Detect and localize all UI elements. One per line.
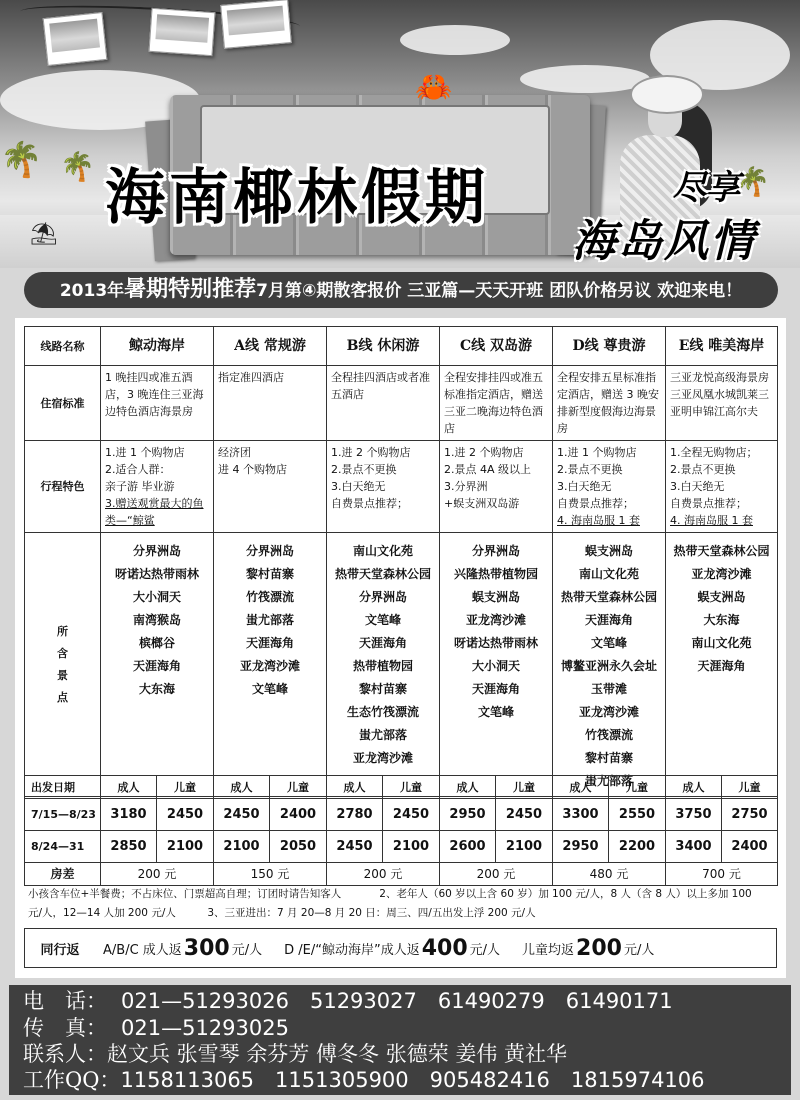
feature-item: 1.进 2 个购物店 (444, 446, 524, 459)
price-cell: 2950 (553, 831, 609, 863)
date-cell: 8/24—31 (25, 831, 101, 863)
note-text: 小孩含车位+半餐费；不占床位、门票超高自理；订团时请告知客人 (28, 888, 342, 900)
spot-item: 天涯海角 (471, 682, 520, 696)
spots-list (444, 536, 548, 724)
spot-item: 天涯海角 (358, 636, 407, 650)
row-label: 住宿标准 (25, 366, 101, 441)
room-diff-cell: 480 元 (553, 863, 666, 886)
route-name: B线 休闲游 (327, 327, 440, 366)
child-head: 儿童 (383, 776, 440, 799)
spot-item: 热带天堂森林公园 (560, 590, 657, 604)
feature-item: 经济团 (218, 446, 251, 459)
rebate-unit: 元/人 (623, 942, 655, 958)
contacts-label: 联系人： (23, 1042, 107, 1066)
feature-item: 进 4 个购物店 (218, 463, 287, 476)
price-row (25, 831, 778, 863)
features-cell (101, 441, 214, 533)
features-cell (440, 441, 553, 533)
spot-item: 竹筏漂流 (584, 728, 633, 742)
spot-item: 天涯海角 (584, 613, 633, 627)
spot-item: 分界洲岛 (471, 544, 520, 558)
spot-item: 玉带滩 (590, 682, 627, 696)
price-panel (15, 318, 786, 978)
spot-item: 热带天堂森林公园 (334, 567, 431, 581)
price-cell: 2100 (383, 831, 440, 863)
feature-item: 2.景点不更换 (557, 463, 623, 476)
child-head: 儿童 (722, 776, 778, 799)
spots-list (105, 536, 209, 701)
price-table (24, 326, 778, 797)
spot-item: 文笔峰 (590, 636, 627, 650)
hotel-row (25, 366, 778, 441)
route-name: 鲸动海岸 (101, 327, 214, 366)
feature-item: 3.白天绝无 (331, 480, 386, 493)
spot-item: 呀诺达热带雨林 (453, 636, 538, 650)
price-cell: 2850 (101, 831, 157, 863)
spots-cell (214, 533, 327, 797)
feature-item: 3.白天绝无 (557, 480, 612, 493)
feature-item: 2.景点 4A 级以上 (444, 463, 532, 476)
price-cell: 2400 (270, 799, 327, 831)
palm-tree-icon: 🌴 (60, 150, 95, 183)
spot-item: 分界洲岛 (245, 544, 294, 558)
fax-row (23, 1016, 289, 1040)
child-head: 儿童 (157, 776, 214, 799)
rebate-text: A/B/C 成人返 (103, 942, 182, 958)
feature-item: 1.全程无购物店； (670, 446, 758, 459)
price-cell: 2780 (327, 799, 383, 831)
spot-item: 天涯海角 (697, 659, 746, 673)
spots-cell (101, 533, 214, 797)
route-name-row (25, 327, 778, 366)
spot-item: 分界洲岛 (358, 590, 407, 604)
feature-item: 类—“鲸鲨 (105, 514, 155, 527)
feature-item: 1.进 1 个购物店 (105, 446, 185, 459)
row-label: 线路名称 (25, 327, 101, 366)
phone-value: 021—51293026 51293027 61490279 61490171 (121, 989, 673, 1013)
spots-cell (327, 533, 440, 797)
features-cell (666, 441, 778, 533)
spot-item: 亚龙湾沙滩 (352, 751, 413, 765)
feature-item: 自费景点推荐； (331, 497, 408, 510)
feature-item: 1.进 2 个购物店 (331, 446, 411, 459)
room-diff-cell: 700 元 (666, 863, 778, 886)
spot-item: 蚩尤部落 (358, 728, 407, 742)
hotel-cell: 指定准四酒店 (214, 366, 327, 441)
price-cell: 2100 (496, 831, 553, 863)
feature-item: 3.赠送观赏最大的鱼 (105, 497, 204, 510)
feature-item: 1.进 1 个购物店 (557, 446, 637, 459)
notes-line: 元/人，12—14 人加 200 元/人 3、三亚进出：7 月 20—8 月 20 日：周三、四/五出发上浮 200 元/人 (28, 907, 536, 919)
spots-cell (440, 533, 553, 797)
spot-item: 热带植物园 (352, 659, 413, 673)
cloud (400, 25, 510, 55)
price-cell: 2450 (157, 799, 214, 831)
price-cell: 2550 (609, 799, 666, 831)
contacts-value: 赵文兵 张雪琴 余芬芳 傅冬冬 张德荣 姜伟 黄社华 (107, 1042, 568, 1066)
child-head: 儿童 (496, 776, 553, 799)
notes (24, 885, 777, 923)
price-head-row (25, 776, 778, 799)
price-subtable (24, 775, 778, 886)
spot-item: 南山文化苑 (578, 567, 639, 581)
spots-list (218, 536, 322, 701)
spot-item: 天涯海角 (245, 636, 294, 650)
rebate-amount: 300 (183, 935, 230, 961)
spot-item: 蚩尤部落 (584, 774, 633, 788)
qq-value: 1158113065 1151305900 905482416 1815974106 (120, 1068, 705, 1092)
features-row (25, 441, 778, 533)
photo-frame (220, 0, 292, 49)
price-cell: 2450 (383, 799, 440, 831)
row-label: 房差 (25, 863, 101, 886)
room-diff-cell: 200 元 (440, 863, 553, 886)
spot-item: 南山文化苑 (691, 636, 752, 650)
spot-item: 大东海 (703, 613, 740, 627)
beach-chair-icon: ⛱ (30, 222, 58, 247)
room-diff-row (25, 863, 778, 886)
rebate-label: 同行返 (40, 942, 80, 958)
spot-item: 天涯海角 (132, 659, 181, 673)
spot-item: 蜈支洲岛 (584, 544, 633, 558)
adult-head: 成人 (327, 776, 383, 799)
adult-head: 成人 (666, 776, 722, 799)
fax-value: 021—51293025 (121, 1016, 289, 1040)
price-cell: 3400 (666, 831, 722, 863)
spot-item: 分界洲岛 (132, 544, 181, 558)
spot-item: 亚龙湾沙滩 (239, 659, 300, 673)
feature-item: 3.分界洲 (444, 480, 488, 493)
spots-list (557, 536, 661, 793)
spot-item: 热带天堂森林公园 (673, 544, 770, 558)
price-cell: 3750 (666, 799, 722, 831)
route-name: D线 尊贵游 (553, 327, 666, 366)
price-cell: 2450 (496, 799, 553, 831)
spot-item: 南湾猴岛 (132, 613, 181, 627)
spot-item: 文笔峰 (477, 705, 514, 719)
feature-item: 2.景点不更换 (331, 463, 397, 476)
row-label: 行程特色 (25, 441, 101, 533)
spot-item: 兴隆热带植物园 (453, 567, 538, 581)
spot-item: 蜈支洲岛 (471, 590, 520, 604)
adult-head: 成人 (101, 776, 157, 799)
child-head: 儿童 (609, 776, 666, 799)
price-cell: 2050 (270, 831, 327, 863)
feature-item: 4. 海南岛服 1 套 (557, 514, 640, 527)
price-cell: 2450 (214, 799, 270, 831)
route-name: C线 双岛游 (440, 327, 553, 366)
crab-icon: 🦀 (415, 70, 453, 105)
rebate-row (24, 928, 777, 968)
photo-frame (149, 8, 216, 56)
main-title: 海南椰林假期 (105, 163, 489, 233)
spot-item: 南山文化苑 (352, 544, 413, 558)
spot-item: 博鳌亚洲永久会址 (560, 659, 657, 673)
adult-head: 成人 (214, 776, 270, 799)
room-diff-cell: 150 元 (214, 863, 327, 886)
price-cell: 2750 (722, 799, 778, 831)
hotel-cell: 全程安排挂四或准五标准指定酒店，赠送三亚二晚海边特色酒店 (440, 366, 553, 441)
palm-tree-icon: 🌴 (735, 165, 770, 198)
contacts-row (23, 1042, 567, 1066)
photo-frame (43, 12, 108, 66)
adult-head: 成人 (553, 776, 609, 799)
contact-footer (9, 985, 791, 1095)
price-cell: 3180 (101, 799, 157, 831)
rebate-text: D /E/“鲸动海岸”成人返 (284, 942, 420, 958)
slogan-top: 尽享 (672, 168, 740, 208)
room-diff-cell: 200 元 (101, 863, 214, 886)
spot-item: 大东海 (138, 682, 175, 696)
slogan: 海岛风情 (572, 216, 756, 267)
spot-item: 大小洞天 (471, 659, 520, 673)
spots-label: 所含景点 (57, 624, 68, 704)
feature-item: 亲子游 毕业游 (105, 480, 175, 493)
features-cell (214, 441, 327, 533)
route-name: A线 常规游 (214, 327, 327, 366)
feature-item: 自费景点推荐； (670, 497, 747, 510)
price-cell: 2200 (609, 831, 666, 863)
spot-item: 亚龙湾沙滩 (691, 567, 752, 581)
price-row (25, 799, 778, 831)
price-cell: 3300 (553, 799, 609, 831)
hotel-cell: 三亚龙悦高级海景房 三亚凤凰水城凯莱三亚明申锦江高尔夫 (666, 366, 778, 441)
phone-label: 电 话： (23, 989, 107, 1013)
phone-row (23, 989, 673, 1013)
spots-cell (666, 533, 778, 797)
header-banner (0, 0, 800, 268)
price-cell: 2950 (440, 799, 496, 831)
spot-item: 蚩尤部落 (245, 613, 294, 627)
note-text: 2、老年人（60 岁以上含 60 岁）加 100 元/人，8 人（含 8 人）以上多加 100 (379, 888, 752, 900)
route-name: E线 唯美海岸 (666, 327, 778, 366)
fax-label: 传 真： (23, 1016, 107, 1040)
spot-item: 亚龙湾沙滩 (465, 613, 526, 627)
hotel-cell: 全程安排五星标准指定酒店，赠送 3 晚安排新型度假海边海景房 (553, 366, 666, 441)
feature-item: 3.白天绝无 (670, 480, 725, 493)
spot-item: 蜈支洲岛 (697, 590, 746, 604)
rebate-unit: 元/人 (469, 942, 501, 958)
feature-item: 4. 海南岛服 1 套 (670, 514, 753, 527)
price-cell: 2400 (722, 831, 778, 863)
banner-highlight: 暑期特别推荐 (124, 277, 257, 302)
banner-year: 2013年 (59, 281, 125, 301)
spot-item: 大小洞天 (132, 590, 181, 604)
spot-item: 黎村苗寨 (245, 567, 294, 581)
spots-list (331, 536, 435, 770)
date-cell: 7/15—8/23 (25, 799, 101, 831)
price-cell: 2450 (327, 831, 383, 863)
spot-item: 生态竹筏漂流 (346, 705, 419, 719)
spot-item: 槟榔谷 (138, 636, 175, 650)
room-diff-cell: 200 元 (327, 863, 440, 886)
feature-item: 自费景点推荐； (557, 497, 634, 510)
spot-item: 竹筏漂流 (245, 590, 294, 604)
spots-row (25, 533, 778, 797)
spot-item: 文笔峰 (364, 613, 401, 627)
spot-item: 呀诺达热带雨林 (114, 567, 199, 581)
feature-item: +蜈支洲双岛游 (444, 497, 520, 510)
rebate-text: 儿童均返 (522, 942, 575, 958)
notes-line (28, 885, 773, 904)
price-cell: 2100 (157, 831, 214, 863)
spots-cell (553, 533, 666, 797)
hotel-cell: 1 晚挂四或准五酒店，3 晚连住三亚海边特色酒店海景房 (101, 366, 214, 441)
price-cell: 2600 (440, 831, 496, 863)
rebate-unit: 元/人 (231, 942, 263, 958)
rebate-amount: 200 (576, 935, 622, 961)
features-cell (553, 441, 666, 533)
rebate-amount: 400 (421, 935, 468, 961)
promo-banner (24, 272, 778, 308)
features-cell (327, 441, 440, 533)
banner-text: 7月第④期散客报价 三亚篇—天天开班 团队价格另议 欢迎来电！ (256, 281, 743, 301)
adult-head: 成人 (440, 776, 496, 799)
spots-list (670, 536, 773, 678)
child-head: 儿童 (270, 776, 327, 799)
qq-label: 工作QQ： (23, 1068, 121, 1092)
feature-item: 2.景点不更换 (670, 463, 736, 476)
qq-row (23, 1068, 705, 1092)
spot-item: 文笔峰 (251, 682, 288, 696)
palm-tree-icon: 🌴 (0, 140, 43, 180)
spot-item: 亚龙湾沙滩 (578, 705, 639, 719)
price-cell: 2100 (214, 831, 270, 863)
hotel-cell: 全程挂四酒店或者准五酒店 (327, 366, 440, 441)
feature-item: 2.适合人群： (105, 463, 171, 476)
spot-item: 黎村苗寨 (358, 682, 407, 696)
row-label (25, 533, 101, 797)
row-label: 出发日期 (25, 776, 101, 799)
spot-item: 黎村苗寨 (584, 751, 633, 765)
